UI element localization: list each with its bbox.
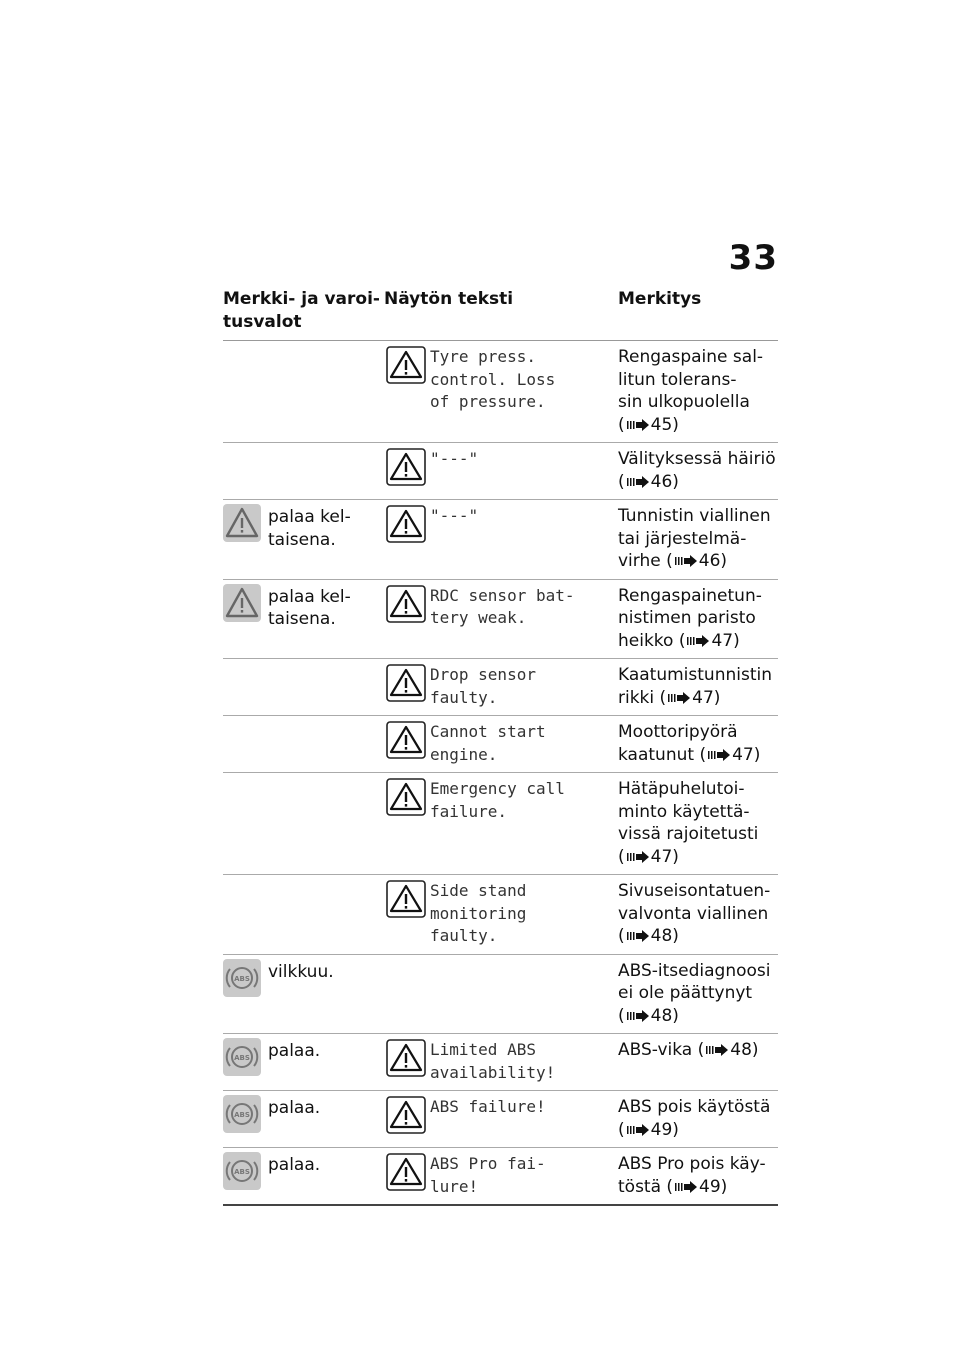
table-row bbox=[223, 443, 778, 500]
indicator-cell bbox=[223, 880, 384, 948]
abs-warning-light-icon bbox=[223, 1095, 261, 1133]
abs-warning-light-icon bbox=[223, 959, 261, 997]
header-display-text: Näytön teksti bbox=[384, 289, 514, 309]
page-reference[interactable]: 48) bbox=[730, 1040, 759, 1060]
meaning-text: Rengaspainetun- nistimen paristo heikko ( bbox=[618, 585, 762, 651]
table-body bbox=[223, 341, 778, 1206]
display-cell bbox=[384, 1153, 618, 1198]
indicator-status: palaa kel- taisena. bbox=[268, 586, 351, 629]
header-meaning: Merkitys bbox=[618, 289, 702, 309]
display-warning-icon bbox=[386, 505, 426, 543]
page-reference-arrow-icon bbox=[627, 1124, 649, 1136]
page-reference[interactable]: 47) bbox=[711, 630, 740, 651]
table-row bbox=[223, 500, 778, 580]
warning-light-icon bbox=[223, 504, 261, 542]
meaning-cell bbox=[618, 505, 778, 573]
table-row bbox=[223, 773, 778, 875]
table-row bbox=[223, 1148, 778, 1206]
display-text: Limited ABS availability! bbox=[430, 1040, 556, 1082]
page-reference-arrow-icon bbox=[708, 749, 730, 761]
meaning-text: Rengaspaine sal- litun tolerans- sin ulkopuolella ( bbox=[618, 347, 764, 435]
display-text: ABS failure! bbox=[430, 1097, 546, 1116]
abs-warning-light-icon bbox=[223, 1152, 261, 1190]
page-reference[interactable]: 46) bbox=[650, 471, 679, 492]
display-cell bbox=[384, 346, 618, 436]
svg-text:ABS: ABS bbox=[234, 1168, 250, 1176]
meaning-cell bbox=[618, 1039, 778, 1084]
table-row bbox=[223, 659, 778, 716]
display-cell bbox=[384, 505, 618, 573]
display-warning-icon bbox=[386, 664, 426, 702]
meaning-text: Moottoripyörä kaatunut ( bbox=[618, 722, 738, 765]
table-row bbox=[223, 580, 778, 660]
display-warning-icon bbox=[386, 880, 426, 918]
display-text: "---" bbox=[430, 506, 479, 525]
page-reference-arrow-icon bbox=[675, 555, 697, 567]
svg-text:ABS: ABS bbox=[234, 1111, 250, 1119]
indicator-cell bbox=[223, 346, 384, 436]
warning-lights-table bbox=[223, 288, 778, 1206]
meaning-cell bbox=[618, 585, 778, 653]
indicator-status: palaa. bbox=[268, 1155, 321, 1175]
display-warning-icon bbox=[386, 1096, 426, 1134]
display-cell bbox=[384, 778, 618, 868]
meaning-text: Kaatumistunnistin rikki ( bbox=[618, 665, 772, 708]
display-text: RDC sensor bat- tery weak. bbox=[430, 585, 575, 627]
meaning-text: Sivuseisontatuen- valvonta viallinen ( bbox=[618, 881, 771, 946]
indicator-cell bbox=[223, 505, 384, 573]
page-reference[interactable]: 48) bbox=[650, 1005, 679, 1026]
meaning-cell bbox=[618, 778, 778, 868]
display-cell bbox=[384, 721, 618, 766]
table-row bbox=[223, 875, 778, 955]
display-warning-icon bbox=[386, 778, 426, 816]
meaning-cell bbox=[618, 346, 778, 436]
svg-text:ABS: ABS bbox=[234, 1054, 250, 1062]
indicator-cell bbox=[223, 778, 384, 868]
meaning-cell bbox=[618, 1096, 778, 1141]
page-reference-arrow-icon bbox=[627, 419, 649, 431]
meaning-cell bbox=[618, 960, 778, 1028]
display-text: Tyre press. control. Loss of pressure. bbox=[430, 347, 556, 411]
indicator-status: palaa. bbox=[268, 1041, 321, 1061]
page-reference-arrow-icon bbox=[627, 1010, 649, 1022]
display-text: Cannot start engine. bbox=[430, 722, 546, 764]
page-reference-arrow-icon bbox=[706, 1044, 728, 1056]
display-warning-icon bbox=[386, 346, 426, 384]
page-reference[interactable]: 47) bbox=[732, 744, 761, 765]
table-row bbox=[223, 1091, 778, 1148]
display-cell bbox=[384, 585, 618, 653]
abs-warning-light-icon bbox=[223, 1038, 261, 1076]
header-indicator: Merkki- ja varoi- tusvalot bbox=[223, 289, 380, 332]
page-reference[interactable]: 49) bbox=[699, 1176, 728, 1197]
display-cell bbox=[384, 880, 618, 948]
table-row bbox=[223, 1034, 778, 1091]
meaning-cell bbox=[618, 448, 778, 493]
indicator-cell bbox=[223, 1153, 384, 1198]
table-row bbox=[223, 716, 778, 773]
display-cell bbox=[384, 1039, 618, 1084]
indicator-cell bbox=[223, 664, 384, 709]
page-reference[interactable]: 47) bbox=[650, 846, 679, 867]
page-reference-arrow-icon bbox=[687, 635, 709, 647]
display-text: Drop sensor faulty. bbox=[430, 665, 536, 707]
svg-text:ABS: ABS bbox=[234, 974, 250, 983]
display-cell bbox=[384, 960, 618, 1028]
display-cell bbox=[384, 1096, 618, 1141]
indicator-cell bbox=[223, 960, 384, 1028]
display-text: Side stand monitoring faulty. bbox=[430, 881, 527, 945]
display-warning-icon bbox=[386, 721, 426, 759]
meaning-text: Välityksessä häiriö ( bbox=[618, 449, 776, 492]
meaning-cell bbox=[618, 664, 778, 709]
meaning-text: ABS-itsediagnoosi ei ole päättynyt ( bbox=[618, 960, 771, 1026]
meaning-text: Hätäpuhelutoi- minto käytettä- vissä rajoitetusti ( bbox=[618, 779, 759, 867]
meaning-cell bbox=[618, 721, 778, 766]
warning-light-icon bbox=[223, 584, 261, 622]
indicator-cell bbox=[223, 585, 384, 653]
page-reference-arrow-icon bbox=[627, 476, 649, 488]
table-row bbox=[223, 341, 778, 443]
indicator-status: palaa kel- taisena. bbox=[268, 507, 351, 550]
page-reference[interactable]: 48) bbox=[650, 926, 679, 946]
page-number: 33 bbox=[728, 238, 778, 278]
display-cell bbox=[384, 448, 618, 493]
table-row bbox=[223, 955, 778, 1035]
display-warning-icon bbox=[386, 448, 426, 486]
meaning-text: ABS Pro pois käy- töstä ( bbox=[618, 1154, 766, 1197]
page-reference-arrow-icon bbox=[627, 930, 649, 942]
page-reference-arrow-icon bbox=[627, 851, 649, 863]
page-reference[interactable]: 49) bbox=[650, 1119, 679, 1140]
meaning-text: ABS-vika ( bbox=[618, 1040, 705, 1060]
indicator-cell bbox=[223, 1039, 384, 1084]
display-text: "---" bbox=[430, 449, 479, 468]
page-reference[interactable]: 46) bbox=[698, 551, 728, 571]
display-cell bbox=[384, 664, 618, 709]
display-text: Emergency call failure. bbox=[430, 779, 565, 821]
meaning-cell bbox=[618, 1153, 778, 1198]
indicator-cell bbox=[223, 1096, 384, 1141]
display-warning-icon bbox=[386, 585, 426, 623]
display-text: ABS Pro fai- lure! bbox=[430, 1154, 546, 1196]
page-reference[interactable]: 47) bbox=[692, 687, 721, 708]
table-header bbox=[223, 288, 778, 341]
display-warning-icon bbox=[386, 1153, 426, 1191]
page-reference-arrow-icon bbox=[668, 692, 690, 704]
indicator-status: vilkkuu. bbox=[268, 961, 334, 982]
meaning-text: ABS pois käytöstä ( bbox=[618, 1097, 771, 1140]
indicator-status: palaa. bbox=[268, 1098, 321, 1118]
display-warning-icon bbox=[386, 1039, 426, 1077]
meaning-cell bbox=[618, 880, 778, 948]
page-reference-arrow-icon bbox=[675, 1181, 697, 1193]
indicator-cell bbox=[223, 448, 384, 493]
meaning-text: Tunnistin viallinen tai järjestelmä- virhe ( bbox=[618, 506, 771, 571]
page-reference[interactable]: 45) bbox=[650, 414, 679, 435]
indicator-cell bbox=[223, 721, 384, 766]
